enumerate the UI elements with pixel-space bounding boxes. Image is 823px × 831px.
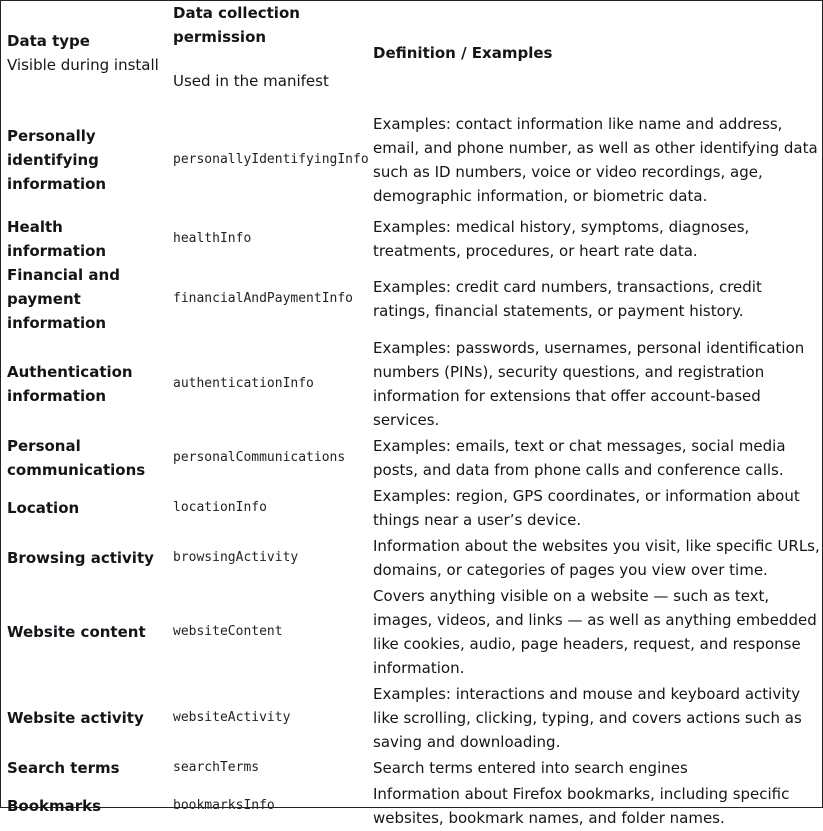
permission-cell: browsingActivity (173, 550, 299, 565)
data-type-cell: Website content (7, 623, 146, 641)
table-row (1, 755, 822, 781)
header-permission-title: Data collection permission (173, 4, 300, 46)
table-row (1, 215, 822, 263)
table-row (1, 105, 822, 215)
table-row (1, 483, 822, 533)
table-row (1, 533, 822, 583)
permission-cell: authenticationInfo (173, 376, 314, 391)
header-permission-subtitle: Used in the manifest (173, 72, 329, 90)
header-permission (167, 1, 367, 105)
definition-cell: Examples: contact information like name and address, email, and phone number, as well as other identifying data such as ID numbers, voice or video recordings, age, demographic information, or biometric data. (373, 115, 818, 205)
definition-cell: Examples: credit card numbers, transactions, credit ratings, financial statements, or payment history. (373, 278, 762, 320)
data-type-cell: Personal communications (7, 437, 146, 479)
table-row (1, 263, 822, 335)
table-row (1, 781, 822, 831)
table-row (1, 681, 822, 755)
permission-cell: personallyIdentifyingInfo (173, 152, 369, 167)
data-collection-table (1, 1, 822, 831)
table-header-row (1, 1, 822, 105)
data-type-cell: Bookmarks (7, 797, 102, 815)
data-type-cell: Personally identifying information (7, 127, 107, 193)
header-data-type-subtitle: Visible during install (7, 56, 159, 74)
data-type-cell: Financial and payment information (7, 266, 120, 332)
permission-cell: personalCommunications (173, 450, 346, 465)
definition-cell: Examples: passwords, usernames, personal identification numbers (PINs), security questions, and registration information for extensions that offer account-based services. (373, 339, 805, 429)
header-definition: Definition / Examples (373, 44, 553, 62)
permission-cell: financialAndPaymentInfo (173, 291, 354, 306)
permission-cell: bookmarksInfo (173, 798, 275, 813)
data-type-cell: Authentication information (7, 363, 133, 405)
definition-cell: Information about the websites you visit, like specific URLs, domains, or categories of pages you view over time. (373, 537, 820, 579)
header-data-type-title: Data type (7, 32, 90, 50)
table-row (1, 433, 822, 483)
definition-cell: Information about Firefox bookmarks, including specific websites, bookmark names, and folder names. (373, 785, 790, 827)
definition-cell: Examples: region, GPS coordinates, or information about things near a user’s device. (373, 487, 800, 529)
permission-cell: websiteActivity (173, 710, 291, 725)
definition-cell: Examples: medical history, symptoms, diagnoses, treatments, procedures, or heart rate data. (373, 218, 750, 260)
data-type-cell: Website activity (7, 709, 144, 727)
permission-cell: searchTerms (173, 760, 260, 775)
table-row (1, 335, 822, 433)
definition-cell: Examples: emails, text or chat messages, social media posts, and data from phone calls and conference calls. (373, 437, 786, 479)
data-type-cell: Search terms (7, 759, 120, 777)
data-type-cell: Location (7, 499, 80, 517)
header-data-type (1, 1, 167, 105)
definition-cell: Covers anything visible on a website — such as text, images, videos, and links — as well as anything embedded like cookies, audio, page headers, request, and response information. (373, 587, 817, 677)
permission-cell: healthInfo (173, 231, 252, 246)
definition-cell: Examples: interactions and mouse and keyboard activity like scrolling, clicking, typing, and covers actions such as saving and downloading. (373, 685, 802, 751)
permission-cell: locationInfo (173, 500, 267, 515)
data-type-cell: Health information (7, 218, 107, 260)
data-type-cell: Browsing activity (7, 549, 154, 567)
table-row (1, 583, 822, 681)
definition-cell: Search terms entered into search engines (373, 759, 688, 777)
permission-cell: websiteContent (173, 624, 283, 639)
